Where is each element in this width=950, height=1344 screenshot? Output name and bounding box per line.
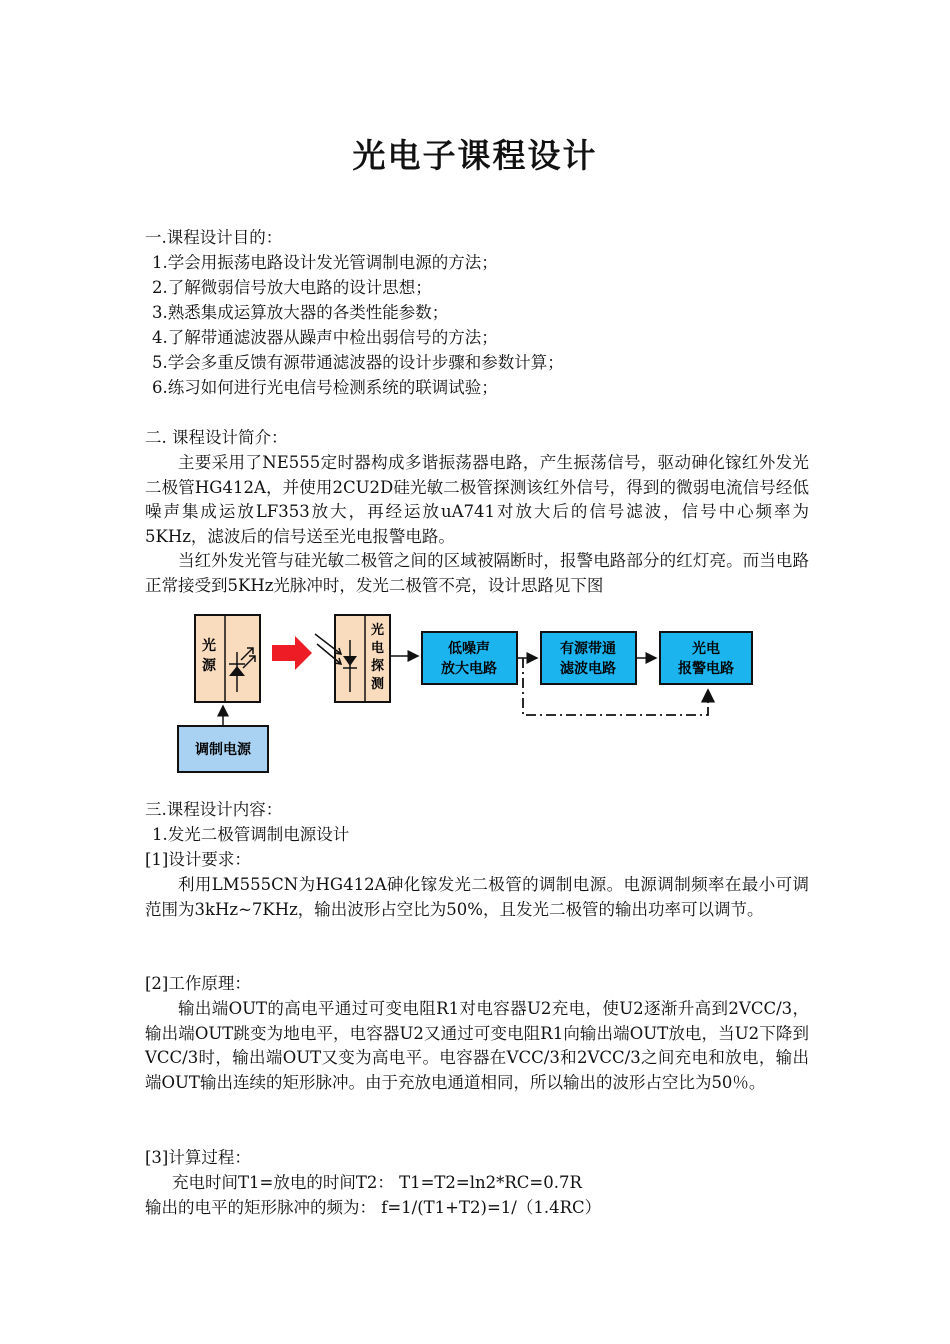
- requirement-text: [145, 873, 809, 922]
- objective-item: 2.了解微弱信号放大电路的设计思想；: [152, 278, 432, 297]
- page-title: 光电子课程设计: [352, 136, 598, 175]
- principle-paragraph: 输出端OUT的高电平通过可变电阻R1对电容器U2充电，使U2逐渐升高到2VCC/3，输出端OUT跳变为地电平，电容器U2又通过可变电阻R1向输出端OUT放电，当U2下降到VCC/3时，输出端OUT又变为高电平。电容器在VCC/3和2VCC/3之间充电和放电，输出端OUT输出连续的矩形脉冲。由于充放电通道相同，所以输出的波形占空比为50％。: [145, 999, 809, 1092]
- modulator-box: [178, 726, 268, 772]
- source-label-1: 光: [202, 638, 216, 654]
- objective-item: 5.学会多重反馈有源带通滤波器的设计步骤和参数计算；: [152, 353, 564, 372]
- photo-detector-box: [315, 615, 390, 702]
- detector-label-3: 探: [371, 659, 385, 674]
- calc-heading: [3]计算过程：: [145, 1148, 251, 1167]
- requirement-heading: [1]设计要求：: [145, 850, 251, 869]
- alarm-label-2: 报警电路: [678, 661, 734, 677]
- calc-line-2: 输出的电平的矩形脉冲的频为： f=1/(T1+T2)=1/（1.4RC）: [145, 1198, 602, 1217]
- detector-label-4: 测: [371, 677, 385, 692]
- emission-arrow-icon: [272, 636, 312, 670]
- section1-heading: 一.课程设计目的：: [145, 228, 283, 247]
- alarm-label-1: 光电: [692, 641, 720, 657]
- detector-label-1: 光: [371, 623, 385, 638]
- alarm-circuit-box: [660, 632, 752, 684]
- principle-heading: [2]工作原理：: [145, 974, 251, 993]
- low-noise-amp-box: [422, 632, 517, 684]
- amp-label-1: 低噪声: [448, 641, 490, 657]
- principle-text: [145, 997, 809, 1095]
- intro-paragraphs: [145, 451, 809, 598]
- filter-label-2: 滤波电路: [560, 661, 616, 677]
- intro-paragraph-2: 当红外发光管与硅光敏二极管之间的区域被隔断时，报警电路部分的红灯亮。而当电路正常接受到5KHz光脉冲时，发光二极管不亮，设计思路见下图: [145, 551, 809, 595]
- modulator-label: 调制电源: [195, 742, 251, 758]
- calc-line-1: 充电时间T1=放电的时间T2： T1=T2=ln2*RC=0.7R: [172, 1173, 582, 1192]
- light-source-box: [195, 615, 260, 702]
- requirement-paragraph: 利用LM555CN为HG412A砷化镓发光二极管的调制电源。电源调制频率在最小可调范围为3kHz~7KHz，输出波形占空比为50%，且发光二极管的输出功率可以调节。: [145, 875, 809, 919]
- filter-label-1: 有源带通: [560, 641, 616, 657]
- section3-heading: 三.课程设计内容：: [145, 800, 283, 819]
- section2-heading: 二. 课程设计简介：: [145, 428, 288, 447]
- objective-item: 4.了解带通滤波器从躁声中检出弱信号的方法；: [152, 328, 498, 347]
- intro-paragraph-1: 主要采用了NE555定时器构成多谐振荡器电路，产生振荡信号，驱动砷化镓红外发光二极管HG412A，并使用2CU2D硅光敏二极管探测该红外信号，得到的微弱电流信号经低噪声集成运放LF353放大，再经运放uA741对放大后的信号滤波，信号中心频率为5KHz，滤波后的信号送至光电报警电路。: [145, 453, 809, 546]
- objective-item: 1.学会用振荡电路设计发光管调制电源的方法；: [152, 253, 498, 272]
- source-label-2: 源: [202, 658, 216, 674]
- amp-label-2: 放大电路: [441, 661, 497, 677]
- bandpass-filter-box: [541, 632, 636, 684]
- detector-label-2: 电: [371, 641, 385, 656]
- block-diagram: [175, 612, 765, 777]
- objective-item: 3.熟悉集成运算放大器的各类性能参数；: [152, 303, 449, 322]
- subsection-title: 1.发光二极管调制电源设计: [152, 825, 350, 844]
- objective-item: 6.练习如何进行光电信号检测系统的联调试验；: [152, 378, 498, 397]
